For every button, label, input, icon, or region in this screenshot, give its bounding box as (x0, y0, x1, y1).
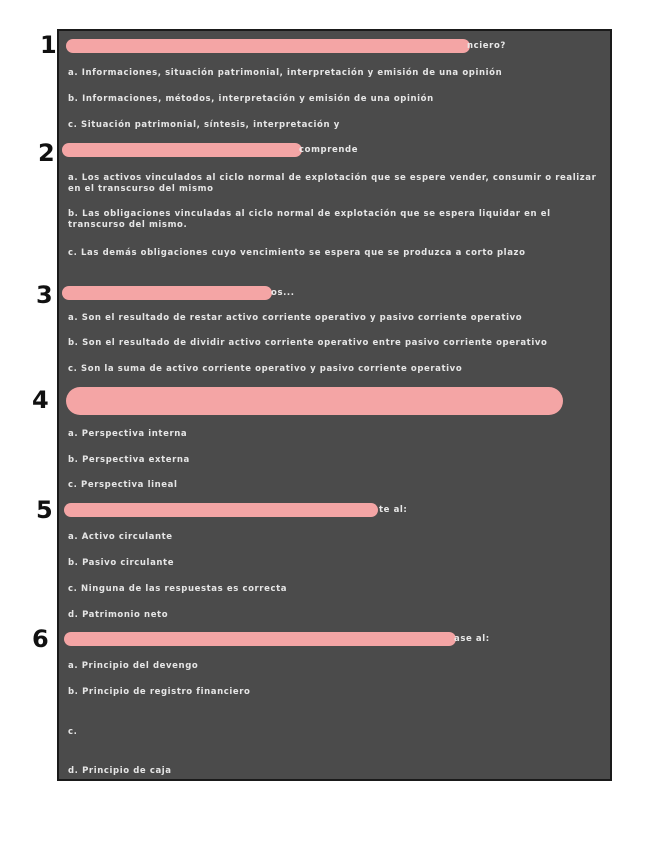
question-text-tail: ase al: (454, 634, 490, 644)
question-text-tail: te al: (379, 505, 408, 515)
redaction-bar (66, 387, 563, 415)
option[interactable]: b. Informaciones, métodos, interpretación y emisión de una opinión (68, 94, 434, 104)
option[interactable]: d. Principio de caja (68, 766, 172, 776)
option[interactable]: b. Perspectiva externa (68, 455, 190, 465)
question-number: 4 (32, 386, 49, 414)
option[interactable]: c. Son la suma de activo corriente operativo y pasivo corriente operativo (68, 364, 463, 374)
redaction-bar (64, 503, 378, 517)
option[interactable]: c. Perspectiva lineal (68, 480, 178, 490)
option[interactable]: b. Pasivo circulante (68, 558, 175, 568)
redaction-bar (62, 143, 302, 157)
redaction-bar (62, 286, 272, 300)
question-text-tail: comprende (299, 145, 359, 155)
option[interactable]: a. Son el resultado de restar activo corriente operativo y pasivo corriente operativo (68, 313, 523, 323)
redaction-bar (66, 39, 470, 53)
option[interactable]: c. Las demás obligaciones cuyo vencimiento se espera que se produzca a corto plazo (68, 248, 526, 258)
question-number: 3 (36, 281, 53, 309)
question-number: 5 (36, 496, 53, 524)
redaction-bar (64, 632, 456, 646)
option[interactable]: c. Situación patrimonial, síntesis, interpretación y (68, 120, 340, 130)
question-text-tail: os... (271, 288, 295, 298)
option[interactable]: a. Informaciones, situación patrimonial, interpretación y emisión de una opinión (68, 68, 503, 78)
option[interactable]: c. Ninguna de las respuestas es correcta (68, 584, 288, 594)
question-number: 2 (38, 139, 55, 167)
question-number: 6 (32, 625, 49, 653)
option[interactable]: d. Patrimonio neto (68, 610, 169, 620)
option[interactable]: a. Perspectiva interna (68, 429, 188, 439)
option[interactable]: c. (68, 727, 78, 737)
option[interactable]: a. Principio del devengo (68, 661, 199, 671)
option[interactable]: b. Principio de registro financiero (68, 687, 251, 697)
option[interactable]: b. Las obligaciones vinculadas al ciclo normal de explotación que se espera liquidar en el transcurso del mismo. (68, 209, 551, 230)
option[interactable]: b. Son el resultado de dividir activo corriente operativo entre pasivo corriente operativo (68, 338, 548, 348)
option[interactable]: a. Los activos vinculados al ciclo normal de explotación que se espere vender, consumir o realizar en el transcurso del mismo (68, 173, 597, 194)
question-number: 1 (40, 31, 57, 59)
option[interactable]: a. Activo circulante (68, 532, 173, 542)
question-text-tail: nciero? (467, 41, 506, 51)
